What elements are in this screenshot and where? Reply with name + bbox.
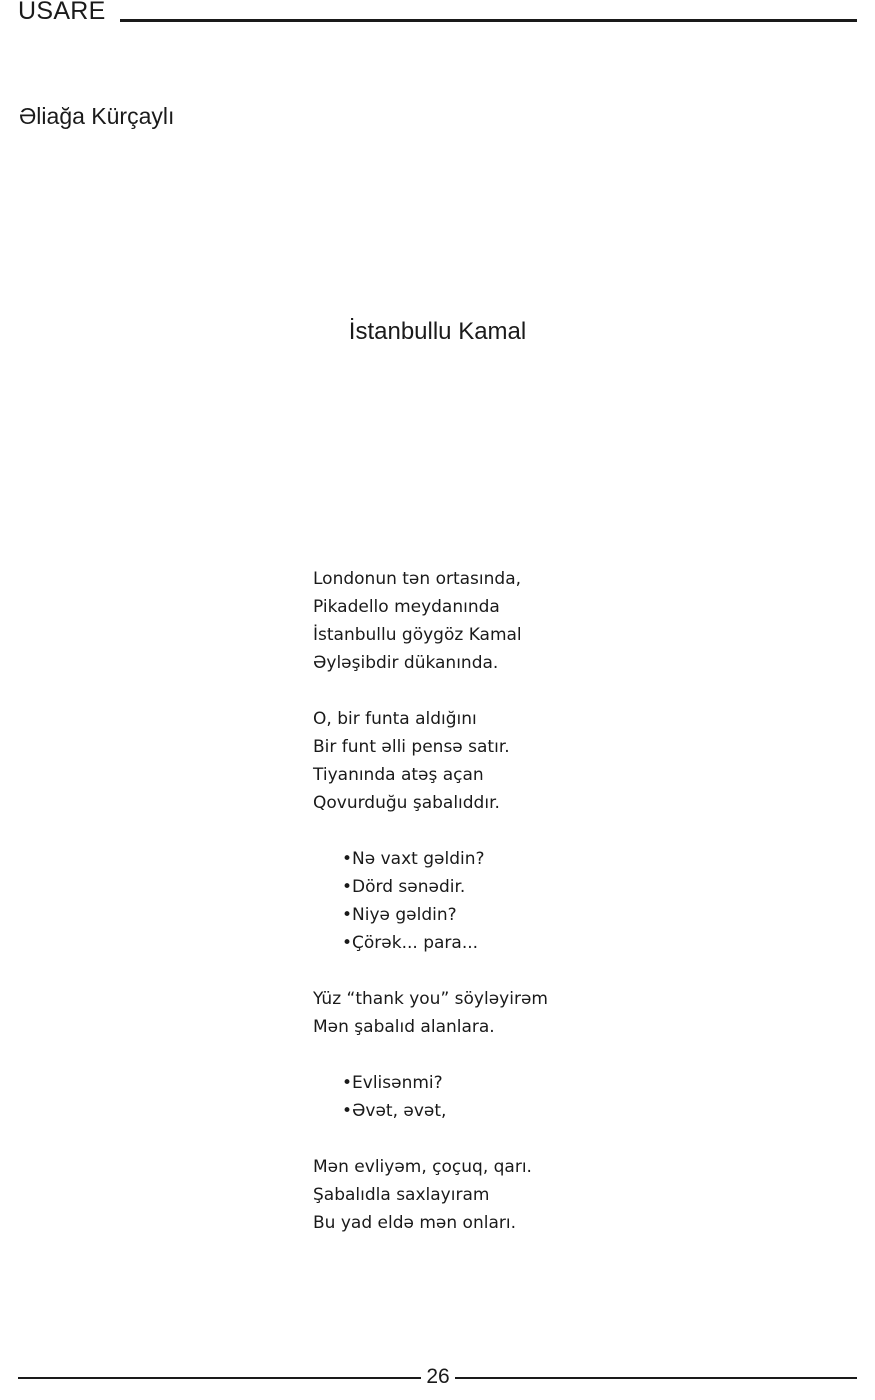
journal-title: USARE	[18, 0, 106, 25]
poem-line: Şabalıdla saxlayıram	[313, 1185, 490, 1205]
dialogue-line: •Niyə gəldin?	[342, 905, 457, 925]
dialogue-line: •Evlisənmi?	[342, 1073, 443, 1093]
poem-line: Londonun tən ortasında,	[313, 569, 522, 589]
dialogue-stanza	[313, 1069, 548, 1125]
poem-line: Bu yad eldə mən onları.	[313, 1213, 516, 1233]
dialogue-line: •Dörd sənədir.	[342, 877, 466, 897]
poem-line: Bir funt əlli pensə satır.	[313, 737, 510, 757]
poem-line: Mən şabalıd alanlara.	[313, 1017, 495, 1037]
stanza	[313, 705, 548, 817]
poem-line: O, bir funta aldığını	[313, 709, 477, 729]
poem-line: Pikadello meydanında	[313, 597, 500, 617]
poem-body	[313, 565, 548, 1265]
dialogue-stanza	[313, 845, 548, 957]
stanza	[313, 565, 548, 677]
dialogue-line: •Nə vaxt gəldin?	[342, 849, 485, 869]
dialogue-line: •Çörək... para...	[342, 933, 479, 953]
poem-line: Mən evliyəm, çoçuq, qarı.	[313, 1157, 532, 1177]
footer-rule-right	[455, 1377, 857, 1379]
page-header	[18, 0, 857, 26]
page-number: 26	[426, 1365, 450, 1388]
poem-line: Tiyanında atəş açan	[313, 765, 484, 785]
footer-rule-left	[18, 1377, 421, 1379]
dialogue-line: •Əvət, əvət,	[342, 1101, 447, 1121]
poem-line: Yüz “thank you” söyləyirəm	[313, 989, 548, 1009]
stanza	[313, 1153, 548, 1237]
poem-line: İstanbullu göygöz Kamal	[313, 625, 522, 645]
poem-title: İstanbullu Kamal	[348, 318, 527, 345]
poem-line: Əyləşibdir dükanında.	[313, 653, 499, 673]
poem-line: Qovurduğu şabalıddır.	[313, 793, 500, 813]
stanza	[313, 985, 548, 1041]
header-rule	[120, 19, 857, 22]
author-name: Əliağa Kürçaylı	[19, 103, 175, 129]
page-footer	[18, 1364, 857, 1392]
